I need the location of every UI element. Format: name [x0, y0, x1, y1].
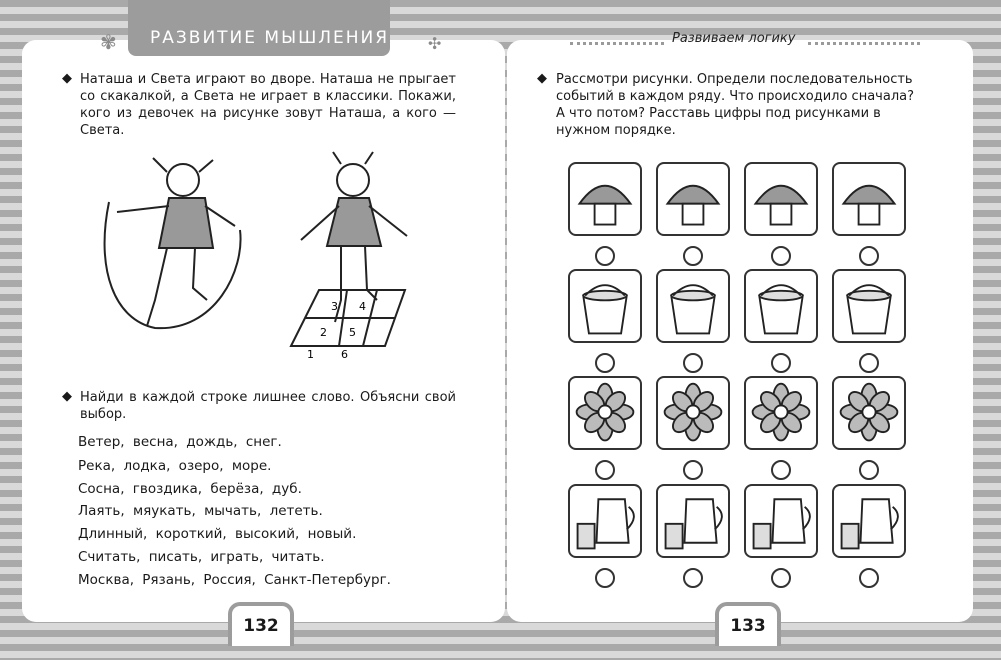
- answer-circle[interactable]: [595, 460, 615, 480]
- answer-circle[interactable]: [683, 353, 703, 373]
- hopscotch-number: 5: [349, 326, 356, 339]
- word-row: Длинный, короткий, высокий, новый.: [78, 526, 357, 542]
- hopscotch-number: 2: [320, 326, 327, 339]
- bucket-picture: [832, 269, 906, 343]
- answer-circle[interactable]: [595, 246, 615, 266]
- section-title: РАЗВИТИЕ МЫШЛЕНИЯ: [150, 28, 390, 48]
- girls-illustration: [95, 150, 425, 365]
- flower-picture: [656, 376, 730, 450]
- page-number-right: 133: [715, 602, 781, 646]
- dragonfly-icon: ✣: [428, 34, 442, 53]
- answer-circle[interactable]: [683, 460, 703, 480]
- page-number-left: 132: [228, 602, 294, 646]
- word-row: Москва, Рязань, Россия, Санкт-Петербург.: [78, 572, 391, 588]
- flower-picture: [568, 376, 642, 450]
- mushroom-picture: [656, 162, 730, 236]
- answer-circle[interactable]: [595, 353, 615, 373]
- header-divider-left: [570, 42, 664, 45]
- diamond-icon: ◆: [62, 389, 72, 404]
- task-1-text: Наташа и Света играют во дворе. Наташа не прыгает со скакалкой, а Света не играет в классики. Покажи, кого из девочек на рисунке зовут Наташа, а кого — Света.: [80, 72, 456, 138]
- answer-circle[interactable]: [859, 246, 879, 266]
- bucket-picture: [656, 269, 730, 343]
- answer-circle[interactable]: [771, 460, 791, 480]
- word-row: Ветер, весна, дождь, снег.: [78, 434, 282, 450]
- answer-circle[interactable]: [595, 568, 615, 588]
- butterfly-icon: ✾: [100, 30, 117, 54]
- hopscotch-number: 6: [341, 348, 348, 361]
- answer-circle[interactable]: [771, 353, 791, 373]
- jug-picture: [568, 484, 642, 558]
- jug-picture: [832, 484, 906, 558]
- word-row: Лаять, мяукать, мычать, лететь.: [78, 503, 323, 519]
- word-row: Считать, писать, играть, читать.: [78, 549, 325, 565]
- mushroom-picture: [744, 162, 818, 236]
- hopscotch-number: 4: [359, 300, 366, 313]
- answer-circle[interactable]: [683, 568, 703, 588]
- hopscotch-number: 1: [307, 348, 314, 361]
- header-divider-right: [808, 42, 920, 45]
- mushroom-picture: [568, 162, 642, 236]
- answer-circle[interactable]: [859, 353, 879, 373]
- task-3-text: Рассмотри рисунки. Определи последовательность событий в каждом ряду. Что происходило сначала? А что потом? Расставь цифры под рисунками в нужном порядке.: [556, 72, 914, 138]
- flower-picture: [832, 376, 906, 450]
- answer-circle[interactable]: [859, 460, 879, 480]
- word-row: Сосна, гвоздика, берёза, дуб.: [78, 481, 302, 497]
- mushroom-picture: [832, 162, 906, 236]
- word-row: Река, лодка, озеро, море.: [78, 458, 272, 474]
- task-2-text: Найди в каждой строке лишнее слово. Объясни свой выбор.: [80, 390, 456, 422]
- bucket-picture: [568, 269, 642, 343]
- answer-circle[interactable]: [771, 246, 791, 266]
- answer-circle[interactable]: [771, 568, 791, 588]
- jug-picture: [744, 484, 818, 558]
- answer-circle[interactable]: [859, 568, 879, 588]
- diamond-icon: ◆: [537, 71, 547, 86]
- hopscotch-number: 3: [331, 300, 338, 313]
- diamond-icon: ◆: [62, 71, 72, 86]
- bucket-picture: [744, 269, 818, 343]
- jug-picture: [656, 484, 730, 558]
- header-title: Развиваем логику: [672, 31, 796, 46]
- flower-picture: [744, 376, 818, 450]
- answer-circle[interactable]: [683, 246, 703, 266]
